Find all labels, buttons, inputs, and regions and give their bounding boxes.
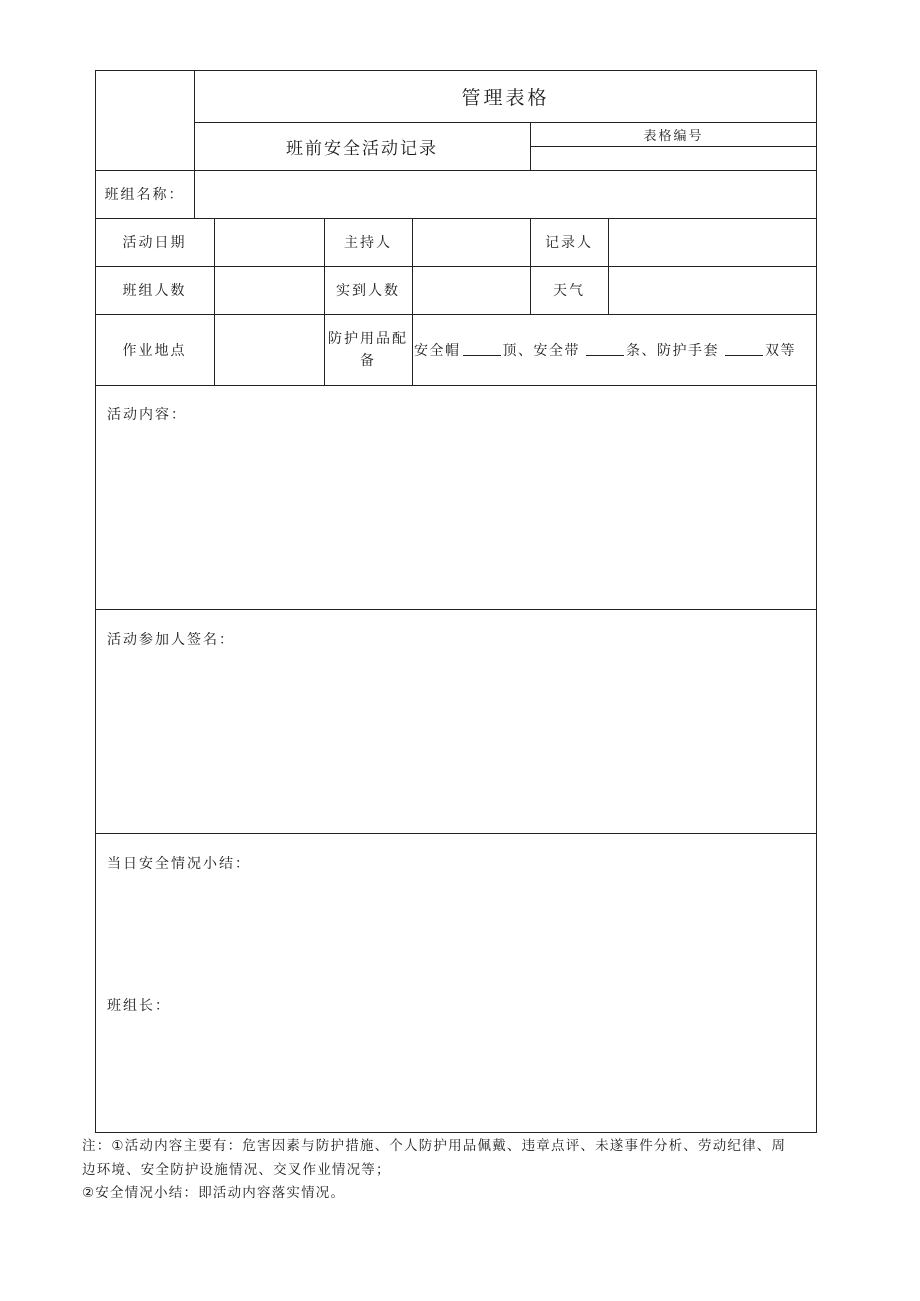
- host-field[interactable]: [413, 218, 530, 266]
- weather-field[interactable]: [609, 266, 816, 314]
- form-number-label: 表格编号: [643, 128, 704, 144]
- ppe-label-line1: 防护用品配: [328, 330, 408, 347]
- note-line-2: 边环境、安全防护设施情况、交叉作业情况等；: [82, 1162, 391, 1178]
- attendance-field[interactable]: [413, 266, 530, 314]
- table-right-border: [816, 70, 817, 1133]
- participants-label: 活动参加人签名：: [107, 632, 235, 648]
- row-divider-5: [95, 385, 817, 386]
- ppe-label-line2: 备: [360, 352, 376, 369]
- activity-date-field[interactable]: [215, 218, 324, 266]
- ppe-details: [414, 314, 816, 385]
- row-divider-6: [95, 609, 817, 610]
- safety-summary-area[interactable]: [96, 878, 816, 988]
- team-name-field[interactable]: [195, 170, 816, 218]
- gloves-count-blank[interactable]: [725, 343, 763, 356]
- note-line-1: 注：①活动内容主要有：危害因素与防护措施、个人防护用品佩戴、违章点评、未遂事件分析、劳动纪律、周: [82, 1138, 787, 1154]
- ppe-helmet-label: 安全帽: [414, 342, 461, 359]
- ppe-helmet-unit: 顶、安全带: [502, 342, 580, 359]
- activity-content-label: 活动内容：: [107, 407, 187, 423]
- form-title: 班前安全活动记录: [286, 138, 438, 159]
- activity-date-label: 活动日期: [122, 235, 187, 251]
- participants-signature-area[interactable]: [96, 655, 816, 832]
- recorder-label: 记录人: [545, 235, 593, 251]
- team-name-label: 班组名称：: [104, 187, 185, 203]
- note-line-3: ②安全情况小结：即活动内容落实情况。: [82, 1185, 346, 1201]
- team-size-field[interactable]: [215, 266, 324, 314]
- ppe-gloves-unit: 双等: [765, 342, 796, 359]
- team-leader-label: 班组长：: [107, 998, 171, 1014]
- helmet-count-blank[interactable]: [463, 343, 501, 356]
- safety-summary-label: 当日安全情况小结：: [107, 856, 251, 872]
- form-number-field[interactable]: [530, 146, 817, 170]
- ppe-label: [324, 314, 412, 385]
- recorder-field[interactable]: [609, 218, 816, 266]
- row-divider-7: [95, 833, 817, 834]
- work-location-field[interactable]: [215, 314, 324, 385]
- belt-count-blank[interactable]: [586, 343, 624, 356]
- ppe-belt-unit: 条、防护手套: [626, 342, 719, 359]
- team-leader-signature-area[interactable]: [180, 990, 580, 1020]
- team-size-label: 班组人数: [122, 283, 187, 299]
- activity-content-area[interactable]: [96, 430, 816, 608]
- attendance-label: 实到人数: [336, 283, 400, 299]
- work-location-label: 作业地点: [122, 342, 187, 359]
- weather-label: 天气: [553, 283, 585, 299]
- table-bottom-border: [95, 1132, 817, 1133]
- page-title: 管理表格: [461, 86, 550, 109]
- host-label: 主持人: [344, 235, 392, 251]
